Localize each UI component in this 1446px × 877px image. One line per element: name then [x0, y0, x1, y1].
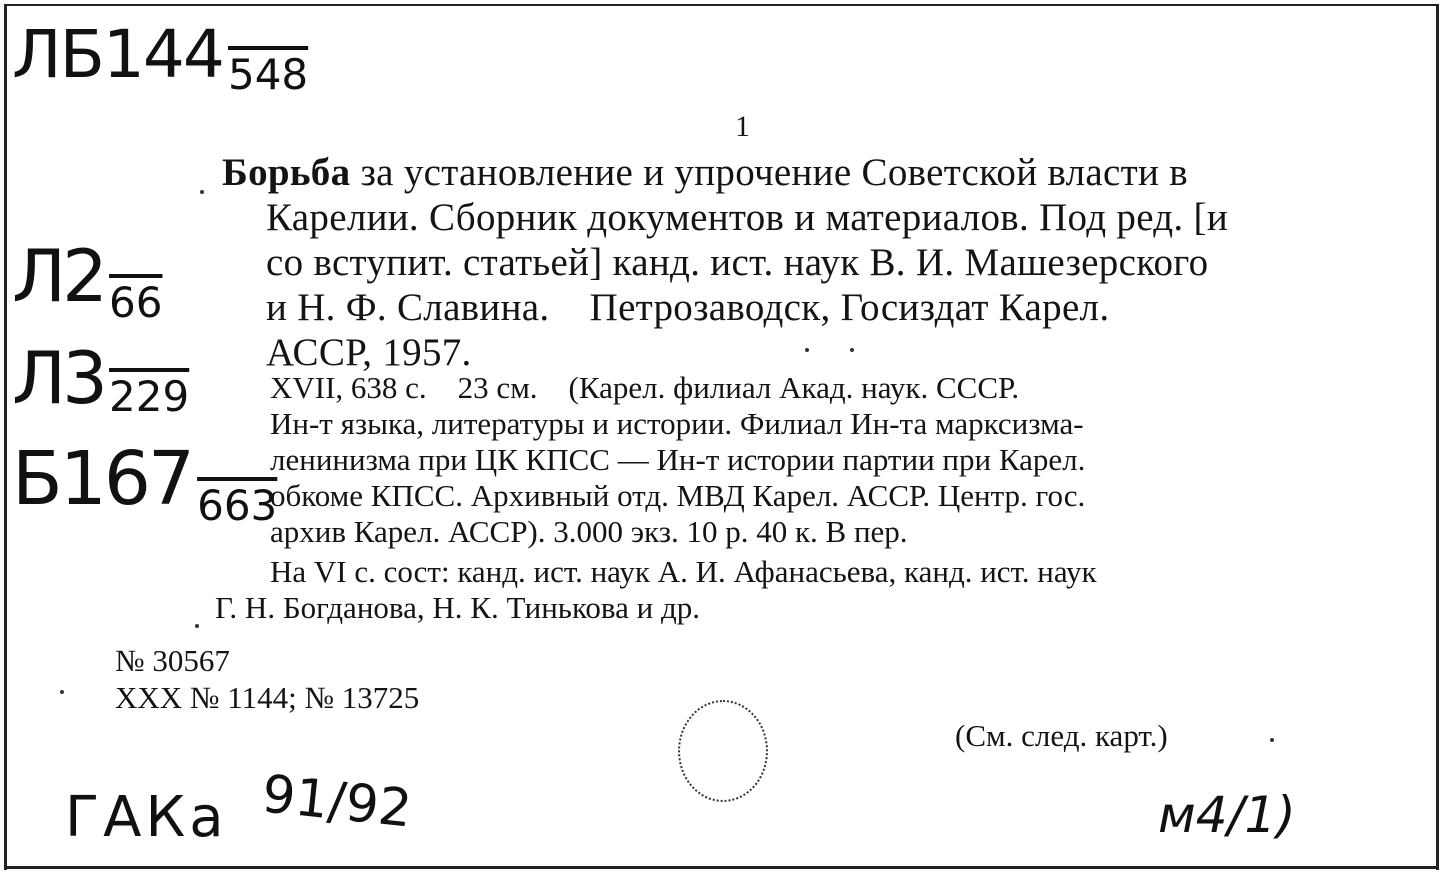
- card-punch-hole: [678, 700, 768, 802]
- record-number-secondary: XXX № 1144; № 13725: [115, 680, 420, 715]
- compilers-line: Г. Н. Богданова, Н. К. Тинькова и др.: [215, 590, 701, 625]
- entry-heading-word: Борьба: [222, 151, 351, 194]
- shelf-number: 663: [197, 481, 278, 530]
- collation-line: архив Карел. АССР). 3.000 экз. 10 р. 40 к. В пер.: [270, 514, 908, 549]
- entry-line: АССР, 1957.: [266, 331, 472, 374]
- shelf-number: 548: [227, 50, 309, 99]
- entry-line: со вступит. статьей] канд. ист. наук В. И. Машезерского: [266, 241, 1209, 284]
- entry-line: Карелии. Сборник документов и материалов. Под ред. [и: [266, 196, 1228, 239]
- compilers-line: На VI с. сост: канд. ист. наук А. И. Афанасьева, канд. ист. наук: [270, 554, 1097, 589]
- shelf-mark-l2: [12, 234, 163, 327]
- scan-speck: [60, 690, 64, 694]
- card-border-top: [6, 4, 1438, 6]
- shelf-code: Л3: [12, 336, 104, 420]
- scan-speck: [805, 348, 809, 352]
- shelf-code: ЛБ144: [12, 16, 223, 93]
- bibliographic-entry: [222, 150, 1382, 375]
- entry-line: [222, 150, 1382, 195]
- archive-mark: ГАКа: [65, 785, 228, 850]
- scan-speck: [200, 190, 204, 194]
- scan-speck: [850, 348, 854, 352]
- entry-text: за установление и упрочение Советской власти в: [350, 151, 1188, 194]
- shelf-code: Л2: [12, 234, 104, 318]
- record-number: № 30567: [115, 643, 230, 678]
- entry-line: и Н. Ф. Славина. Петрозаводск, Госиздат Карел.: [266, 286, 1110, 329]
- scan-speck: [195, 624, 199, 628]
- collation-line: обкоме КПСС. Архивный отд. МВД Карел. АССР. Центр. гос.: [270, 478, 1086, 513]
- card-border-left: [4, 4, 7, 870]
- collation-note: [270, 370, 1380, 550]
- card-border-bottom: [4, 866, 1439, 869]
- shelf-mark-b167: [12, 436, 278, 530]
- archive-years: 91/92: [259, 764, 415, 840]
- shelf-mark-top: [12, 16, 309, 99]
- shelf-code: Б167: [12, 436, 193, 522]
- compilers-note: [215, 554, 1380, 626]
- collation-line: ленинизма при ЦК КПСС — Ин-т истории партии при Карел.: [270, 442, 1086, 477]
- shelf-mark-l3: [12, 336, 190, 421]
- shelf-number: 66: [109, 278, 163, 327]
- handwritten-initials: м4/1): [1158, 786, 1296, 844]
- collation-line: Ин-т языка, литературы и истории. Филиал Ин-та марксизма-: [270, 406, 1084, 441]
- shelf-number: 229: [109, 372, 190, 421]
- see-next-card-note: (См. след. карт.): [955, 718, 1168, 753]
- card-border-right: [1436, 4, 1439, 870]
- scan-speck: [1270, 738, 1274, 742]
- card-sequence-number: 1: [735, 110, 750, 143]
- collation-line: XVII, 638 с. 23 см. (Карел. филиал Акад. наук. СССР.: [270, 370, 1020, 405]
